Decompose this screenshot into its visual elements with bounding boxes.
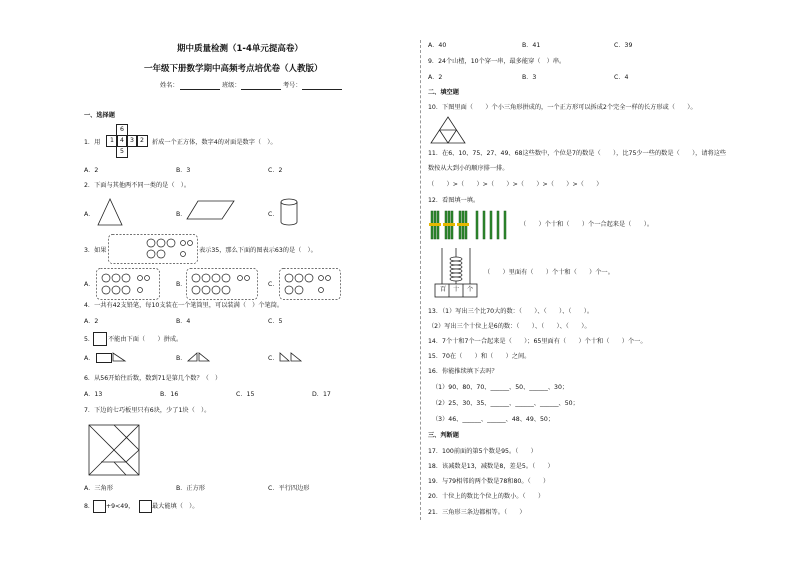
q7-text: 7．下边的七巧板里只有6块，少了1块（ ）。 bbox=[84, 407, 211, 414]
q16-text: 16．你能推续填下去吗？ bbox=[428, 368, 498, 375]
q12-line2: （ ）里面有（ ）个十和（ ）个一。 bbox=[484, 269, 614, 276]
abacus-label: 十 bbox=[453, 286, 460, 293]
net-cell: 1 bbox=[106, 135, 118, 147]
q18-text: 18．该减数是13，减数是8，差是5。（ ） bbox=[428, 463, 554, 470]
q3-prefix: 3．如果 bbox=[84, 247, 107, 254]
q10-text: 10．下图里面（ ）个小三角形拼成的，一个正方形可以拆成2个完全一样的长方形或（ ）。 bbox=[428, 104, 697, 111]
triangle-pair-icon bbox=[187, 352, 211, 362]
option-a[interactable]: A． bbox=[84, 281, 95, 288]
option-a[interactable]: A． bbox=[84, 211, 95, 218]
option-a[interactable]: A．13 bbox=[84, 391, 103, 398]
q5-text: 不能由下面（ ）拼成。 bbox=[108, 336, 183, 343]
q11-blanks[interactable]: （ ）>（ ）>（ ）>（ ）>（ ）>（ ） bbox=[428, 181, 603, 188]
q6-text: 6．从56开始往后数，数到71是第几个数？（ ） bbox=[84, 375, 222, 382]
counter-group-icon bbox=[279, 268, 341, 300]
q2-text: 2．下面与其他两不同一类的是（ ）。 bbox=[84, 182, 191, 189]
class-label: 班级： bbox=[222, 82, 241, 89]
q8-prefix: 8． bbox=[84, 503, 95, 510]
option-c[interactable]: C． bbox=[268, 211, 279, 218]
q16-2: （2）25、30、35、______、______、______、50； bbox=[432, 400, 579, 407]
name-label: 姓名： bbox=[160, 82, 179, 89]
option-b[interactable]: B．4 bbox=[176, 318, 191, 325]
section-fill-heading: 二、填空题 bbox=[428, 89, 459, 96]
q11-text-2: 数按从大到小的顺序排一排。 bbox=[428, 165, 509, 172]
q17-text: 17．100前面的第5个数是95。（ ） bbox=[428, 448, 537, 455]
section-choice-heading: 一、选择题 bbox=[84, 112, 115, 119]
option-a[interactable]: A．2 bbox=[84, 318, 99, 325]
right-triangle-icon bbox=[112, 352, 126, 362]
exam-title: 期中质量检测（1-4单元提高卷） bbox=[177, 44, 303, 54]
option-a[interactable]: A．2 bbox=[428, 74, 443, 81]
option-c[interactable]: C．2 bbox=[268, 167, 283, 174]
tangram-icon bbox=[88, 424, 140, 476]
net-cell: 6 bbox=[116, 124, 128, 136]
option-b[interactable]: B． bbox=[176, 211, 187, 218]
option-c[interactable]: C．15 bbox=[236, 391, 255, 398]
q9-text: 9．24个山楂，10个穿一串，最多能穿（ ）串。 bbox=[428, 58, 566, 65]
counter-group-icon bbox=[96, 268, 160, 300]
q1-text: 折成一个正方体，数字4的对面是数字（ ）。 bbox=[152, 139, 277, 146]
q4-text: 4．一共有42支铅笔，每10支装在一个笔筒里，可以装满（ ）个笔筒。 bbox=[84, 302, 284, 309]
cylinder-icon bbox=[280, 198, 300, 228]
class-field[interactable] bbox=[241, 89, 281, 90]
option-a[interactable]: A． bbox=[84, 355, 95, 362]
q16-3: （3）46、______、______、48、49、50； bbox=[432, 416, 555, 423]
exam-subtitle: 一年级下册数学期中高频考点培优卷（人教版） bbox=[144, 64, 323, 74]
counter-group-icon bbox=[108, 234, 198, 264]
q12-line1: （ ）个十和（ ）个一合起来是（ ）。 bbox=[520, 221, 654, 228]
q5-prefix: 5． bbox=[84, 336, 95, 343]
option-c[interactable]: C． bbox=[268, 355, 279, 362]
exam-no-field[interactable] bbox=[302, 89, 342, 90]
name-field[interactable] bbox=[180, 89, 220, 90]
net-cell: 5 bbox=[116, 146, 128, 158]
q15-text: 15．70在（ ）和（ ）之间。 bbox=[428, 353, 531, 360]
parallelogram-icon bbox=[186, 200, 236, 220]
q8-text: 最大能填（ ）。 bbox=[152, 503, 199, 510]
q8-mid: +9<49， bbox=[106, 503, 135, 510]
q21-text: 21．三角形三条边都相等。（ ） bbox=[428, 509, 526, 516]
option-a[interactable]: A．三角形 bbox=[84, 485, 113, 492]
rectangle-icon bbox=[96, 353, 112, 363]
q13-1: 13．（1）写出三个比70大的数：（ ）、（ ）、（ ）。 bbox=[428, 308, 594, 315]
option-b[interactable]: B． bbox=[176, 281, 187, 288]
option-c[interactable]: C． bbox=[268, 281, 279, 288]
answer-box[interactable] bbox=[139, 500, 152, 513]
stick-bundles-icon bbox=[428, 208, 518, 242]
triangle-pair-icon bbox=[279, 352, 303, 362]
option-b[interactable]: B．3 bbox=[522, 74, 537, 81]
option-b[interactable]: B． bbox=[176, 355, 187, 362]
net-cell: 3 bbox=[126, 135, 138, 147]
triangle-grid-icon bbox=[430, 116, 466, 144]
q19-text: 19．与79相邻的两个数是78和80。（ ） bbox=[428, 478, 550, 485]
option-b[interactable]: B．3 bbox=[176, 167, 191, 174]
option-c[interactable]: C．39 bbox=[614, 42, 633, 49]
option-a[interactable]: A．2 bbox=[84, 167, 99, 174]
square-icon bbox=[93, 332, 107, 346]
column-divider bbox=[420, 40, 421, 520]
option-c[interactable]: C．平行四边形 bbox=[268, 485, 310, 492]
q20-text: 20．十位上的数比个位上的数小。（ ） bbox=[428, 493, 545, 500]
option-c[interactable]: C．5 bbox=[268, 318, 283, 325]
q1-prefix: 1．用 bbox=[84, 139, 101, 146]
q14-text: 14．7个十和7个一合起来是（ ）；65里面有（ ）个十和（ ）个一。 bbox=[428, 338, 647, 345]
abacus-label: 个 bbox=[467, 286, 474, 293]
q12-text: 12．看图填一填。 bbox=[428, 197, 480, 204]
option-a[interactable]: A．40 bbox=[428, 42, 447, 49]
option-d[interactable]: D．17 bbox=[312, 391, 331, 398]
q3-text: 表示35，那么下面的图表示63的是（ ）。 bbox=[199, 247, 317, 254]
exam-no-label: 考号： bbox=[283, 82, 302, 89]
net-cell: 4 bbox=[116, 135, 128, 147]
option-b[interactable]: B．正方形 bbox=[176, 485, 205, 492]
q16-1: （1）90、80、70、______、50、______、30； bbox=[432, 384, 569, 391]
counter-group-icon bbox=[186, 268, 258, 300]
q11-text: 11．在6、10、75、27、49、68这些数中，个位是7的数是（ ），比75少一些的数是（ ），请将这些 bbox=[428, 150, 727, 157]
option-c[interactable]: C．4 bbox=[614, 74, 629, 81]
answer-box[interactable] bbox=[93, 500, 106, 513]
section-judge-heading: 三、判断题 bbox=[428, 432, 459, 439]
option-b[interactable]: B．41 bbox=[522, 42, 541, 49]
abacus-label: 百 bbox=[440, 286, 447, 293]
net-cell: 2 bbox=[136, 135, 148, 147]
q13-2: （2）写出三个十位上是6的数：（ ）、（ ）、（ ）。 bbox=[428, 323, 591, 330]
triangle-icon bbox=[96, 197, 126, 227]
option-b[interactable]: B．16 bbox=[160, 391, 179, 398]
